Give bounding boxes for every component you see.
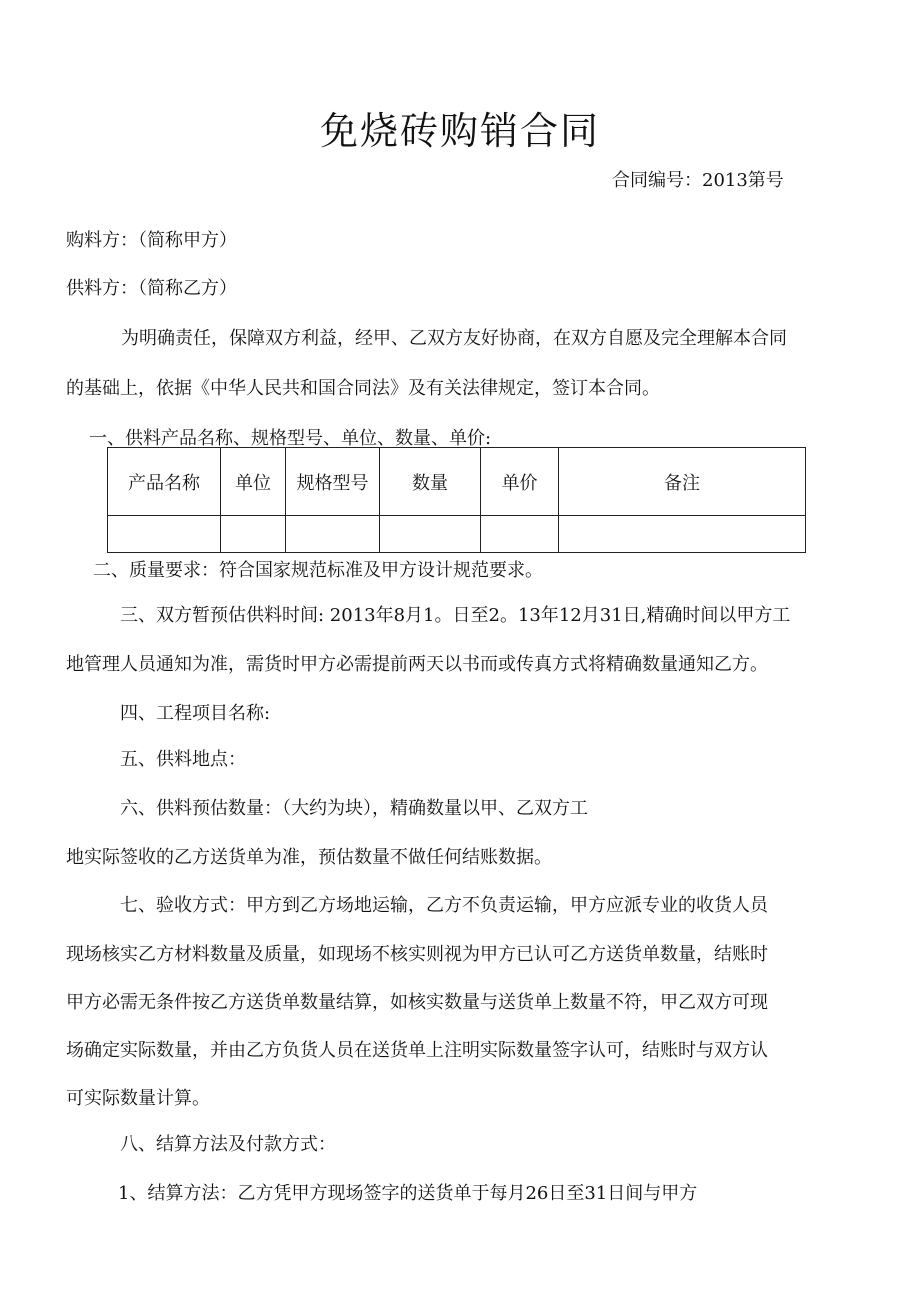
header-spec-model: 规格型号 bbox=[286, 448, 380, 516]
section-7-line-3: 甲方必需无条件按乙方送货单数量结算，如核实数量与送货单上数量不符，甲乙双方可现 bbox=[66, 992, 768, 1013]
section-2: 二、质量要求：符合国家规范标准及甲方设计规范要求。 bbox=[93, 560, 543, 581]
header-quantity: 数量 bbox=[380, 448, 481, 516]
contract-number: 合同编号：2013第号 bbox=[612, 170, 784, 191]
document-title: 免烧砖购销合同 bbox=[319, 109, 600, 153]
section-7-line-1: 七、验收方式：甲方到乙方场地运输，乙方不负责运输，甲方应派专业的收货人员 bbox=[120, 895, 768, 916]
section-6-line-1: 六、供料预估数量：（大约为块），精确数量以甲、乙双方工 bbox=[120, 798, 588, 819]
table-cell bbox=[286, 516, 380, 553]
product-table bbox=[107, 447, 806, 553]
table-cell bbox=[481, 516, 559, 553]
section-3-line-1: 三、双方暂预估供料时间: 2013年8月1。日至2。13年12月31日,精确时间以甲方工 bbox=[120, 605, 791, 626]
section-8-item-1: 1、结算方法：乙方凭甲方现场签字的送货单于每月26日至31日间与甲方 bbox=[118, 1183, 698, 1204]
buyer-line: 购料方：（简称甲方） bbox=[66, 230, 237, 251]
header-product-name: 产品名称 bbox=[108, 448, 221, 516]
table-header-row bbox=[108, 448, 806, 516]
intro-paragraph-line-1: 为明确责任，保障双方利益，经甲、乙双方友好协商，在双方自愿及完全理解本合同 bbox=[121, 328, 787, 349]
section-7-line-2: 现场核实乙方材料数量及质量，如现场不核实则视为甲方已认可乙方送货单数量，结账时 bbox=[66, 944, 768, 965]
section-5: 五、供料地点： bbox=[120, 749, 246, 770]
supplier-line: 供料方：（简称乙方） bbox=[66, 278, 237, 299]
section-7-line-4: 场确定实际数量，并由乙方负货人员在送货单上注明实际数量签字认可，结账时与双方认 bbox=[66, 1040, 768, 1061]
section-8-heading: 八、结算方法及付款方式： bbox=[120, 1134, 336, 1155]
intro-paragraph-line-2: 的基础上，依据《中华人民共和国合同法》及有关法律规定，签订本合同。 bbox=[66, 378, 660, 399]
header-unit: 单位 bbox=[221, 448, 286, 516]
section-4: 四、工程项目名称: bbox=[120, 703, 271, 724]
table-cell bbox=[108, 516, 221, 553]
table-cell bbox=[221, 516, 286, 553]
header-unit-price: 单价 bbox=[481, 448, 559, 516]
table-row bbox=[108, 516, 806, 553]
table-cell bbox=[380, 516, 481, 553]
header-remarks: 备注 bbox=[559, 448, 806, 516]
section-3-line-2: 地管理人员通知为准，需货时甲方必需提前两天以书而或传真方式将精确数量通知乙方。 bbox=[66, 654, 768, 675]
section-7-line-5: 可实际数量计算。 bbox=[66, 1088, 210, 1109]
table-cell bbox=[559, 516, 806, 553]
section-1-heading: 一、供料产品名称、规格型号、单位、数量、单价: bbox=[89, 428, 492, 449]
section-6-line-2: 地实际签收的乙方送货单为准，预估数量不做任何结账数据。 bbox=[66, 847, 552, 868]
